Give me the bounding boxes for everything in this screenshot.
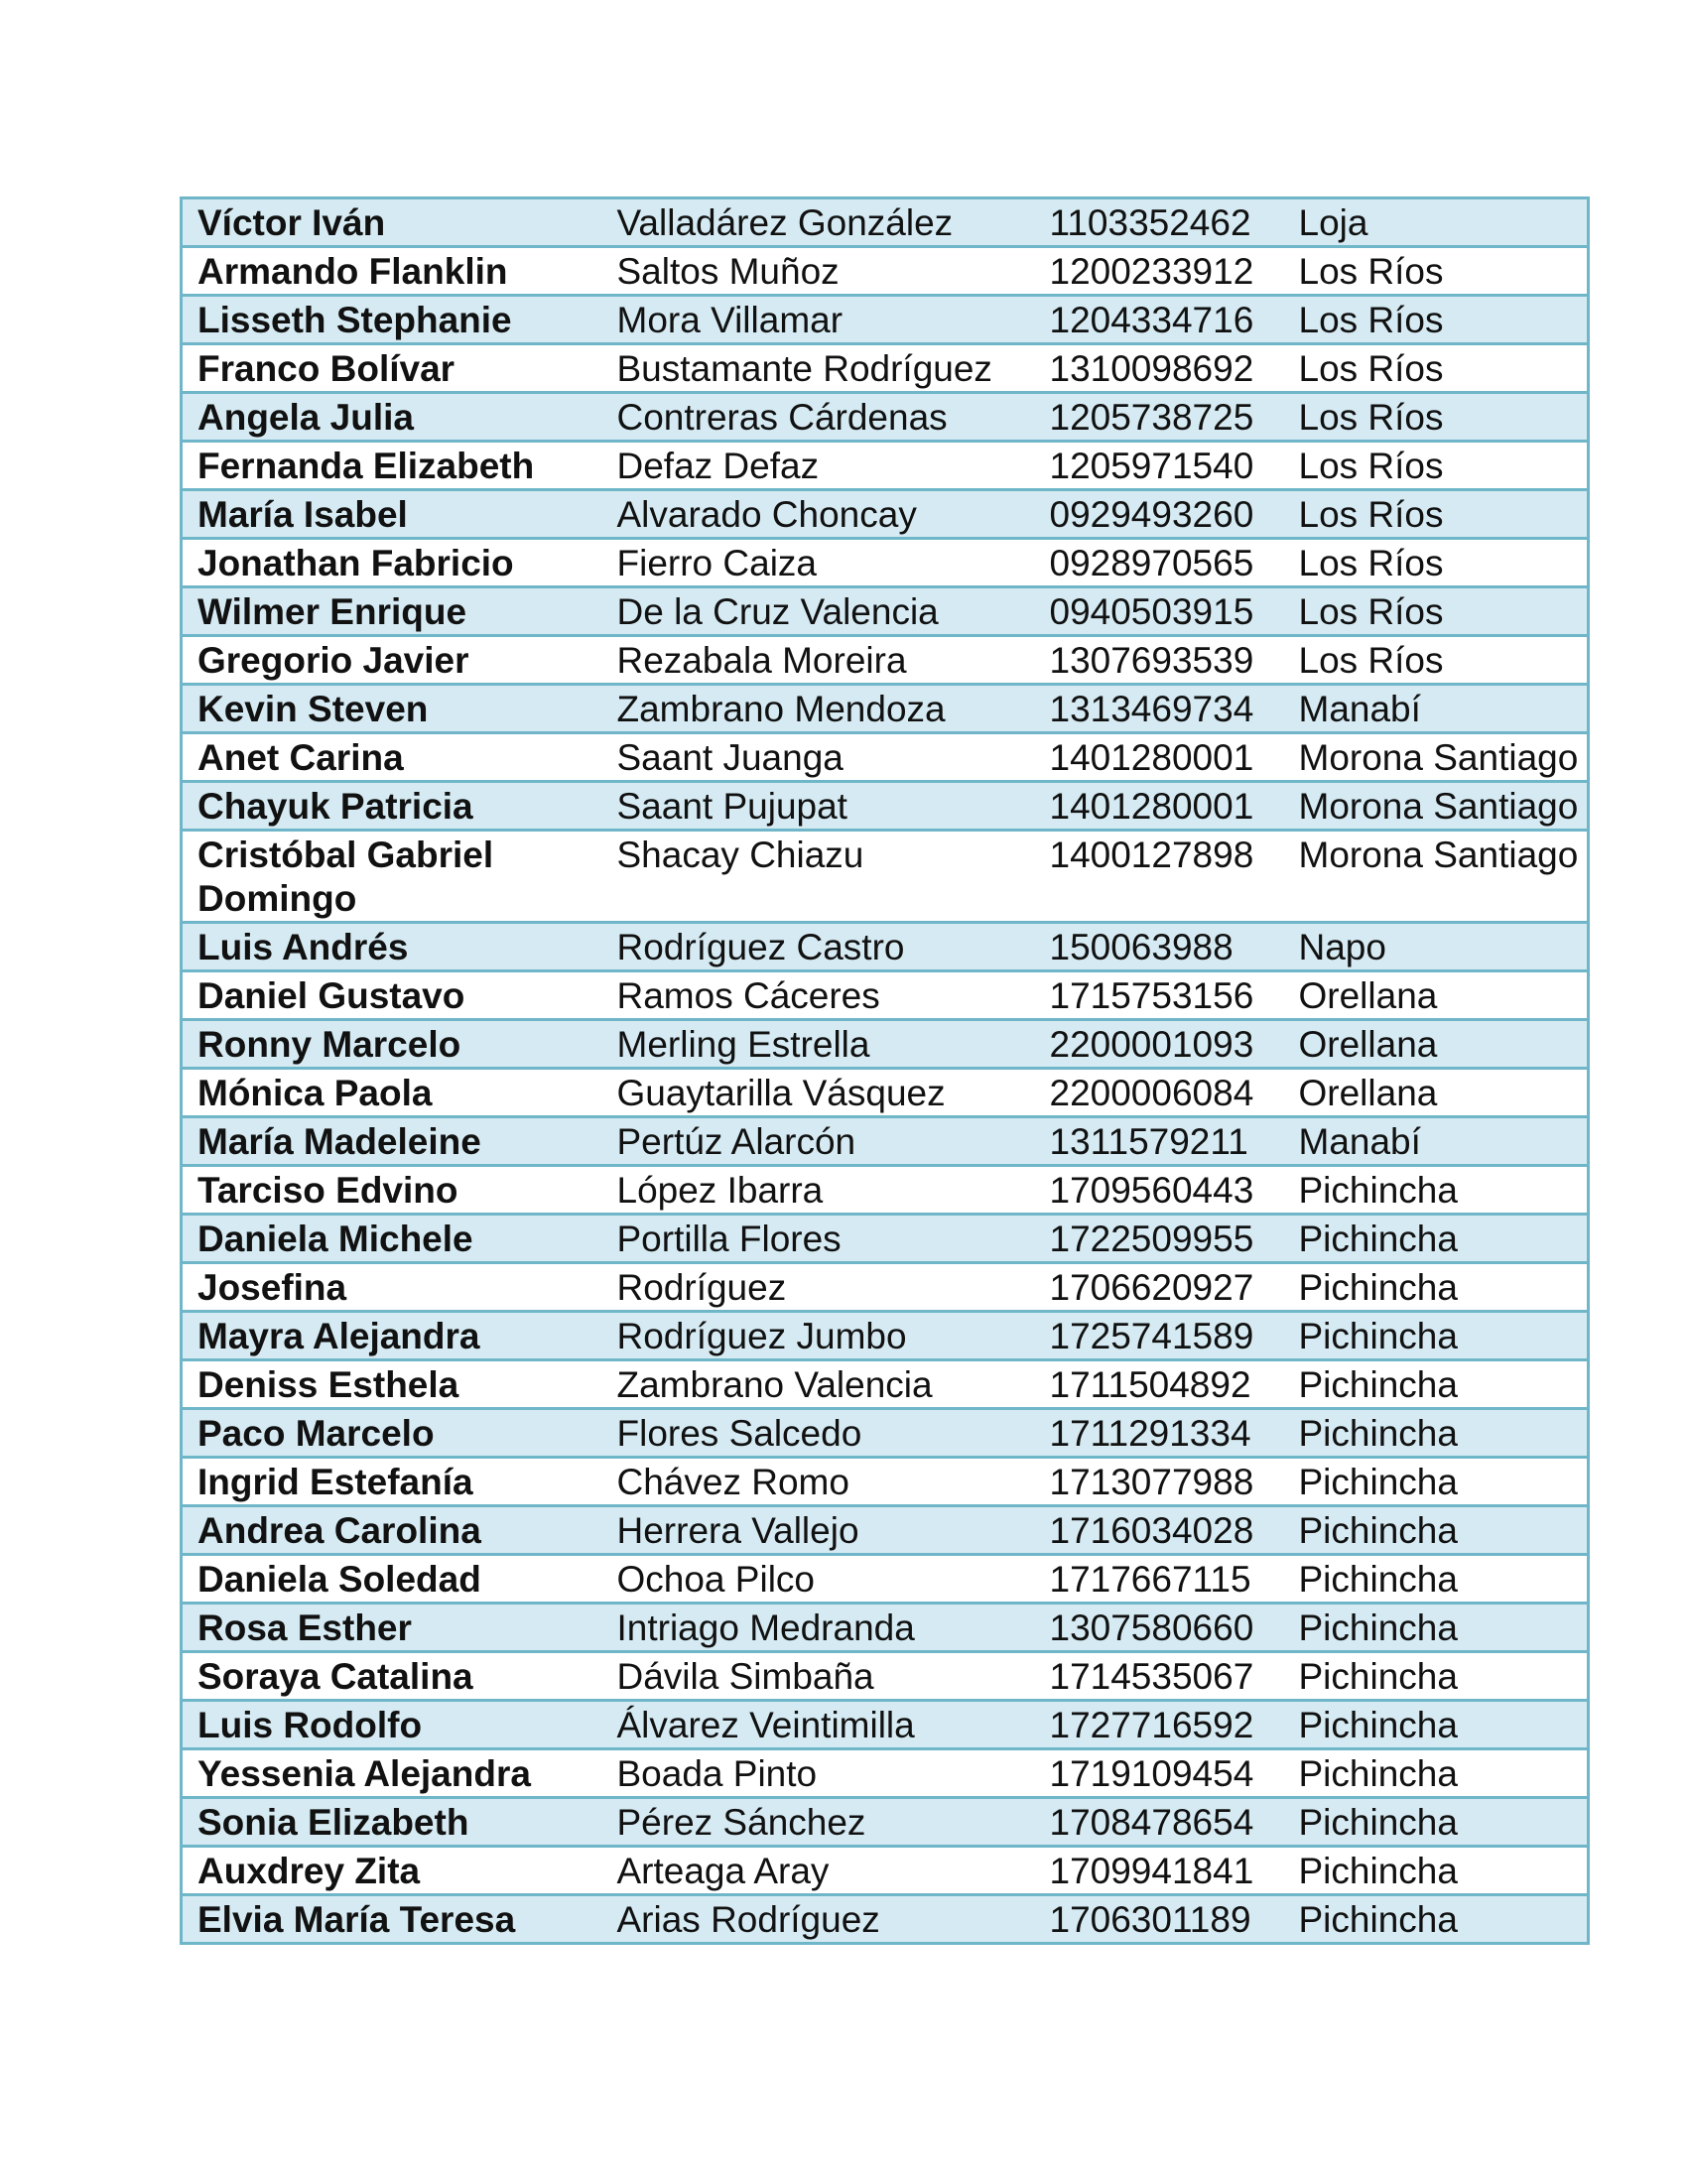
last-name-cell: Contreras Cárdenas [605, 393, 1038, 442]
first-name-cell: Jonathan Fabricio [182, 539, 605, 587]
id-number-cell: 1401280001 [1038, 782, 1287, 831]
table-row [182, 198, 1589, 247]
table-row [182, 971, 1589, 1020]
id-number-cell: 1200233912 [1038, 247, 1287, 296]
participants-table-body [182, 198, 1589, 1944]
last-name-cell: Portilla Flores [605, 1215, 1038, 1263]
first-name-cell: Auxdrey Zita [182, 1847, 605, 1895]
province-cell: Pichincha [1287, 1506, 1589, 1555]
province-cell: Pichincha [1287, 1409, 1589, 1458]
last-name-cell: Herrera Vallejo [605, 1506, 1038, 1555]
table-row [182, 1506, 1589, 1555]
province-cell: Orellana [1287, 1020, 1589, 1069]
province-cell: Los Ríos [1287, 636, 1589, 685]
last-name-cell: Zambrano Mendoza [605, 685, 1038, 733]
id-number-cell: 1714535067 [1038, 1652, 1287, 1701]
last-name-cell: Shacay Chiazu [605, 831, 1038, 923]
id-number-cell: 1205738725 [1038, 393, 1287, 442]
province-cell: Napo [1287, 923, 1589, 971]
id-number-cell: 1719109454 [1038, 1749, 1287, 1798]
last-name-cell: Ochoa Pilco [605, 1555, 1038, 1604]
province-cell: Los Ríos [1287, 344, 1589, 393]
last-name-cell: Saant Juanga [605, 733, 1038, 782]
id-number-cell: 1307693539 [1038, 636, 1287, 685]
id-number-cell: 1717667115 [1038, 1555, 1287, 1604]
last-name-cell: Guaytarilla Vásquez [605, 1069, 1038, 1117]
first-name-cell: Ingrid Estefanía [182, 1458, 605, 1506]
province-cell: Orellana [1287, 1069, 1589, 1117]
province-cell: Morona Santiago [1287, 831, 1589, 923]
id-number-cell: 1706620927 [1038, 1263, 1287, 1312]
id-number-cell: 1727716592 [1038, 1701, 1287, 1749]
first-name-cell: Josefina [182, 1263, 605, 1312]
province-cell: Pichincha [1287, 1215, 1589, 1263]
first-name-cell: Paco Marcelo [182, 1409, 605, 1458]
table-row [182, 733, 1589, 782]
province-cell: Pichincha [1287, 1263, 1589, 1312]
table-row [182, 831, 1589, 923]
id-number-cell: 1400127898 [1038, 831, 1287, 923]
first-name-cell: Yessenia Alejandra [182, 1749, 605, 1798]
first-name-cell: Anet Carina [182, 733, 605, 782]
table-row [182, 923, 1589, 971]
id-number-cell: 2200006084 [1038, 1069, 1287, 1117]
first-name-cell: Rosa Esther [182, 1604, 605, 1652]
id-number-cell: 1313469734 [1038, 685, 1287, 733]
id-number-cell: 1725741589 [1038, 1312, 1287, 1360]
id-number-cell: 2200001093 [1038, 1020, 1287, 1069]
first-name-cell: Mayra Alejandra [182, 1312, 605, 1360]
province-cell: Pichincha [1287, 1312, 1589, 1360]
first-name-cell: Daniela Michele [182, 1215, 605, 1263]
table-row [182, 442, 1589, 490]
table-row [182, 1360, 1589, 1409]
province-cell: Los Ríos [1287, 247, 1589, 296]
participants-table [180, 196, 1590, 1945]
last-name-cell: López Ibarra [605, 1166, 1038, 1215]
last-name-cell: Ramos Cáceres [605, 971, 1038, 1020]
last-name-cell: Rodríguez Castro [605, 923, 1038, 971]
id-number-cell: 1205971540 [1038, 442, 1287, 490]
first-name-cell: Chayuk Patricia [182, 782, 605, 831]
first-name-cell: Kevin Steven [182, 685, 605, 733]
last-name-cell: Rezabala Moreira [605, 636, 1038, 685]
table-row [182, 587, 1589, 636]
last-name-cell: De la Cruz Valencia [605, 587, 1038, 636]
province-cell: Pichincha [1287, 1166, 1589, 1215]
last-name-cell: Arteaga Aray [605, 1847, 1038, 1895]
first-name-cell: Wilmer Enrique [182, 587, 605, 636]
id-number-cell: 1713077988 [1038, 1458, 1287, 1506]
province-cell: Pichincha [1287, 1701, 1589, 1749]
province-cell: Los Ríos [1287, 393, 1589, 442]
last-name-cell: Alvarado Choncay [605, 490, 1038, 539]
table-row [182, 344, 1589, 393]
province-cell: Los Ríos [1287, 442, 1589, 490]
last-name-cell: Flores Salcedo [605, 1409, 1038, 1458]
id-number-cell: 1706301189 [1038, 1895, 1287, 1944]
first-name-cell: Armando Flanklin [182, 247, 605, 296]
province-cell: Pichincha [1287, 1847, 1589, 1895]
first-name-cell: Víctor Iván [182, 198, 605, 247]
table-row [182, 393, 1589, 442]
table-row [182, 247, 1589, 296]
id-number-cell: 0940503915 [1038, 587, 1287, 636]
table-row [182, 1798, 1589, 1847]
table-row [182, 539, 1589, 587]
table-row [182, 1555, 1589, 1604]
id-number-cell: 150063988 [1038, 923, 1287, 971]
table-row [182, 1117, 1589, 1166]
province-cell: Manabí [1287, 1117, 1589, 1166]
id-number-cell: 1311579211 [1038, 1117, 1287, 1166]
province-cell: Pichincha [1287, 1604, 1589, 1652]
province-cell: Pichincha [1287, 1798, 1589, 1847]
first-name-cell: Daniel Gustavo [182, 971, 605, 1020]
province-cell: Los Ríos [1287, 296, 1589, 344]
table-row [182, 1749, 1589, 1798]
id-number-cell: 1401280001 [1038, 733, 1287, 782]
last-name-cell: Pérez Sánchez [605, 1798, 1038, 1847]
id-number-cell: 0929493260 [1038, 490, 1287, 539]
first-name-cell: Sonia Elizabeth [182, 1798, 605, 1847]
first-name-cell: Luis Rodolfo [182, 1701, 605, 1749]
last-name-cell: Valladárez González [605, 198, 1038, 247]
last-name-cell: Fierro Caiza [605, 539, 1038, 587]
first-name-cell: Mónica Paola [182, 1069, 605, 1117]
province-cell: Los Ríos [1287, 587, 1589, 636]
province-cell: Pichincha [1287, 1895, 1589, 1944]
last-name-cell: Arias Rodríguez [605, 1895, 1038, 1944]
table-row [182, 1069, 1589, 1117]
table-row [182, 636, 1589, 685]
last-name-cell: Mora Villamar [605, 296, 1038, 344]
province-cell: Morona Santiago [1287, 733, 1589, 782]
table-row [182, 1215, 1589, 1263]
table-row [182, 296, 1589, 344]
first-name-cell: Soraya Catalina [182, 1652, 605, 1701]
table-row [182, 1409, 1589, 1458]
table-row [182, 490, 1589, 539]
province-cell: Orellana [1287, 971, 1589, 1020]
table-row [182, 1312, 1589, 1360]
first-name-cell: Elvia María Teresa [182, 1895, 605, 1944]
id-number-cell: 1103352462 [1038, 198, 1287, 247]
first-name-cell: María Isabel [182, 490, 605, 539]
last-name-cell: Saltos Muñoz [605, 247, 1038, 296]
id-number-cell: 1310098692 [1038, 344, 1287, 393]
id-number-cell: 1722509955 [1038, 1215, 1287, 1263]
last-name-cell: Merling Estrella [605, 1020, 1038, 1069]
last-name-cell: Zambrano Valencia [605, 1360, 1038, 1409]
province-cell: Manabí [1287, 685, 1589, 733]
last-name-cell: Saant Pujupat [605, 782, 1038, 831]
last-name-cell: Intriago Medranda [605, 1604, 1038, 1652]
table-row [182, 1847, 1589, 1895]
first-name-cell: Deniss Esthela [182, 1360, 605, 1409]
table-row [182, 1652, 1589, 1701]
id-number-cell: 1204334716 [1038, 296, 1287, 344]
last-name-cell: Boada Pinto [605, 1749, 1038, 1798]
id-number-cell: 0928970565 [1038, 539, 1287, 587]
first-name-cell: Franco Bolívar [182, 344, 605, 393]
table-row [182, 1458, 1589, 1506]
last-name-cell: Pertúz Alarcón [605, 1117, 1038, 1166]
id-number-cell: 1709560443 [1038, 1166, 1287, 1215]
id-number-cell: 1716034028 [1038, 1506, 1287, 1555]
province-cell: Pichincha [1287, 1652, 1589, 1701]
table-row [182, 782, 1589, 831]
last-name-cell: Chávez Romo [605, 1458, 1038, 1506]
province-cell: Morona Santiago [1287, 782, 1589, 831]
first-name-cell: Daniela Soledad [182, 1555, 605, 1604]
last-name-cell: Rodríguez [605, 1263, 1038, 1312]
first-name-cell: María Madeleine [182, 1117, 605, 1166]
table-row [182, 1020, 1589, 1069]
first-name-cell: Luis Andrés [182, 923, 605, 971]
last-name-cell: Rodríguez Jumbo [605, 1312, 1038, 1360]
first-name-cell: Andrea Carolina [182, 1506, 605, 1555]
id-number-cell: 1708478654 [1038, 1798, 1287, 1847]
first-name-cell: Gregorio Javier [182, 636, 605, 685]
table-row [182, 1263, 1589, 1312]
first-name-cell: Lisseth Stephanie [182, 296, 605, 344]
id-number-cell: 1715753156 [1038, 971, 1287, 1020]
province-cell: Los Ríos [1287, 539, 1589, 587]
table-row [182, 1895, 1589, 1944]
id-number-cell: 1709941841 [1038, 1847, 1287, 1895]
table-row [182, 1604, 1589, 1652]
last-name-cell: Álvarez Veintimilla [605, 1701, 1038, 1749]
last-name-cell: Dávila Simbaña [605, 1652, 1038, 1701]
id-number-cell: 1307580660 [1038, 1604, 1287, 1652]
table-row [182, 1701, 1589, 1749]
id-number-cell: 1711291334 [1038, 1409, 1287, 1458]
table-row [182, 685, 1589, 733]
first-name-cell: Tarciso Edvino [182, 1166, 605, 1215]
last-name-cell: Defaz Defaz [605, 442, 1038, 490]
province-cell: Pichincha [1287, 1360, 1589, 1409]
first-name-cell: Fernanda Elizabeth [182, 442, 605, 490]
province-cell: Pichincha [1287, 1555, 1589, 1604]
province-cell: Loja [1287, 198, 1589, 247]
first-name-cell: Cristóbal Gabriel Domingo [182, 831, 605, 923]
province-cell: Pichincha [1287, 1749, 1589, 1798]
first-name-cell: Angela Julia [182, 393, 605, 442]
last-name-cell: Bustamante Rodríguez [605, 344, 1038, 393]
province-cell: Los Ríos [1287, 490, 1589, 539]
id-number-cell: 1711504892 [1038, 1360, 1287, 1409]
province-cell: Pichincha [1287, 1458, 1589, 1506]
table-row [182, 1166, 1589, 1215]
first-name-cell: Ronny Marcelo [182, 1020, 605, 1069]
